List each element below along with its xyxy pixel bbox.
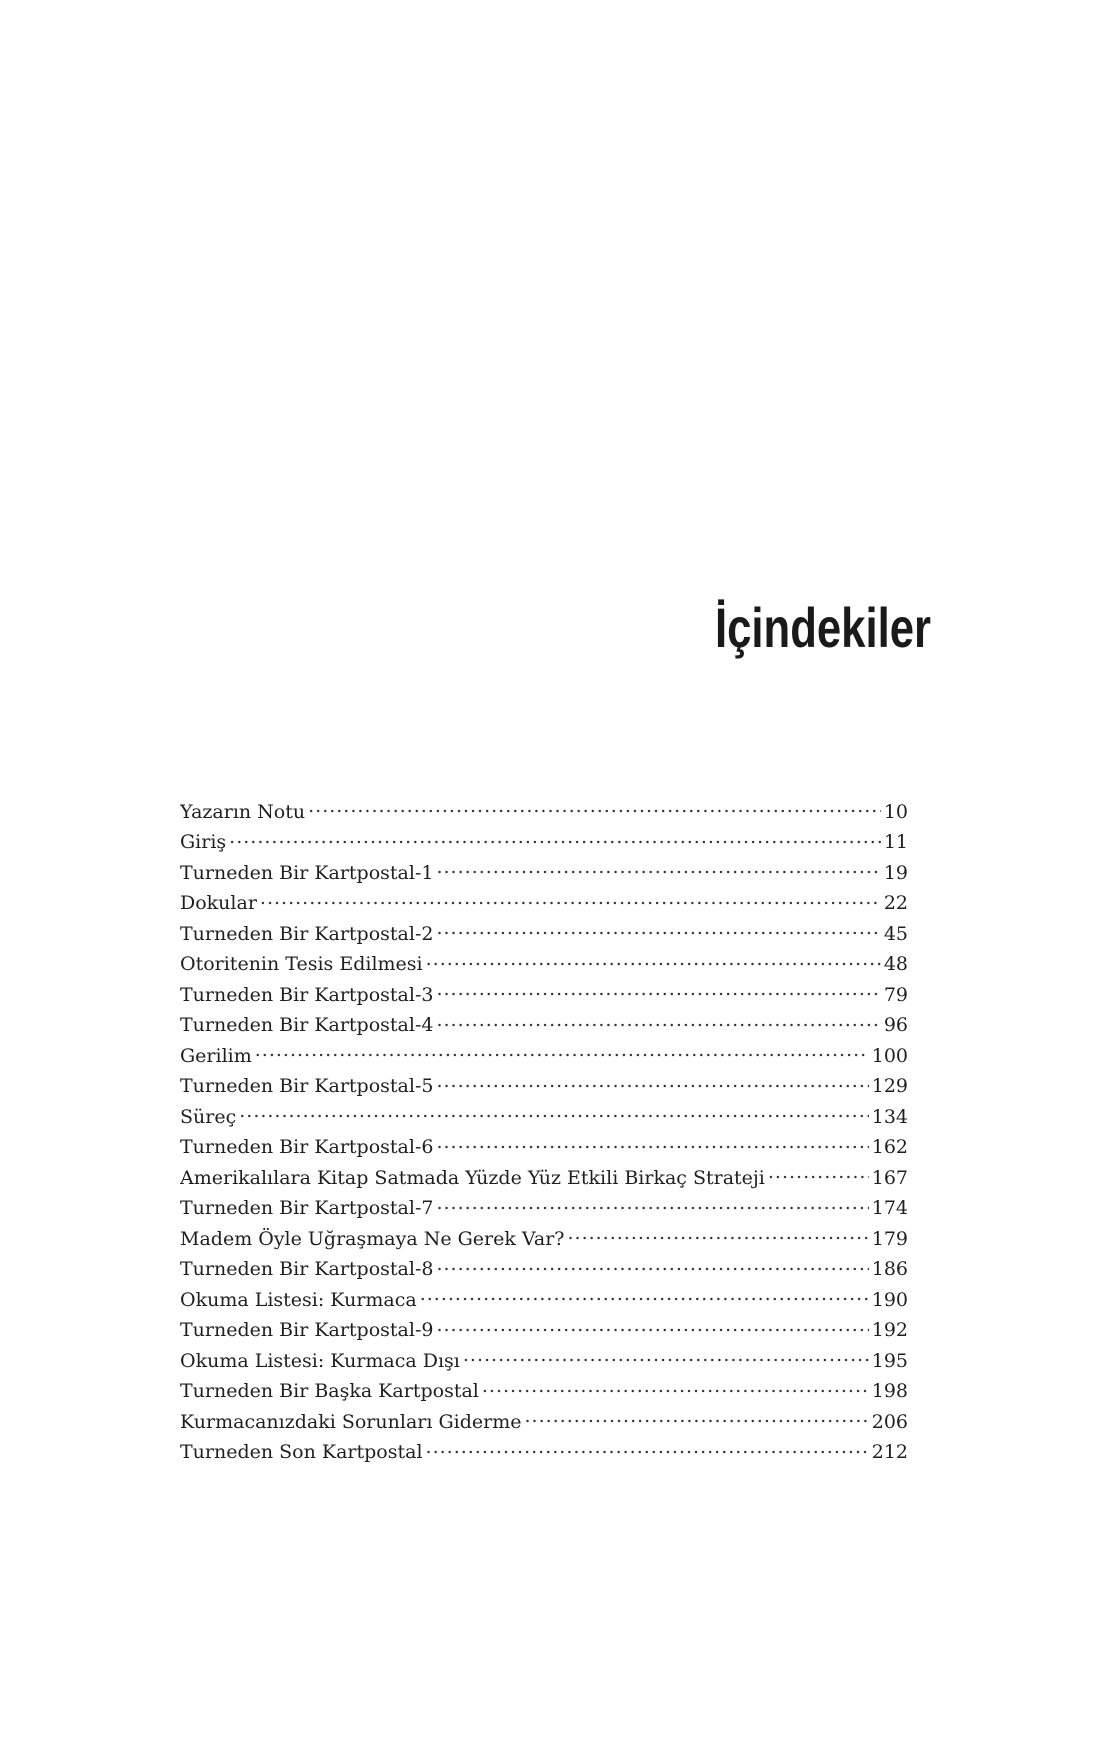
toc-entry-title: Turneden Bir Kartpostal-4	[180, 1014, 434, 1037]
toc-entry-page-number: 134	[871, 1105, 908, 1128]
toc-entry-page-number: 100	[871, 1044, 908, 1067]
toc-entry-title: Madem Öyle Uğraşmaya Ne Gerek Var?	[180, 1227, 565, 1250]
toc-entry-title: Otoritenin Tesis Edilmesi	[180, 953, 423, 976]
toc-entry-title: Turneden Bir Kartpostal-1	[180, 861, 434, 884]
toc-entry-title: Turneden Bir Kartpostal-8	[180, 1258, 434, 1281]
toc-entry-page-number: 11	[883, 831, 908, 854]
dot-leader	[436, 1131, 868, 1154]
toc-entry-page-number: 174	[871, 1197, 908, 1220]
toc-entry	[180, 1344, 908, 1375]
toc-entry-title: Kurmacanızdaki Sorunları Giderme	[180, 1410, 522, 1433]
toc-entry-page-number: 48	[883, 953, 908, 976]
toc-entry-page-number: 96	[883, 1014, 908, 1037]
toc-entry-page-number: 167	[871, 1166, 908, 1189]
toc-entry	[180, 856, 908, 887]
toc-entry-title: Yazarın Notu	[180, 800, 306, 823]
dot-leader	[463, 1344, 869, 1367]
toc-entry	[180, 1039, 908, 1070]
toc-entry	[180, 887, 908, 918]
toc-entry-page-number: 179	[871, 1227, 908, 1250]
toc-entry-title: Turneden Bir Kartpostal-9	[180, 1319, 434, 1342]
toc-entry-title: Turneden Bir Başka Kartpostal	[180, 1380, 479, 1403]
dot-leader	[229, 826, 881, 849]
dot-leader	[436, 856, 880, 879]
table-of-contents	[180, 795, 908, 1466]
dot-leader	[420, 1283, 869, 1306]
toc-entry-page-number: 198	[871, 1380, 908, 1403]
dot-leader	[308, 795, 881, 818]
toc-entry-page-number: 206	[871, 1410, 908, 1433]
dot-leader	[436, 1253, 868, 1276]
dot-leader	[239, 1100, 869, 1123]
dot-leader	[436, 917, 880, 940]
toc-entry-page-number: 162	[871, 1136, 908, 1159]
dot-leader	[260, 887, 881, 910]
toc-entry-page-number: 79	[883, 983, 908, 1006]
toc-entry-page-number: 212	[871, 1441, 908, 1464]
dot-leader	[482, 1375, 869, 1398]
toc-entry-page-number: 129	[871, 1075, 908, 1098]
toc-entry	[180, 1283, 908, 1314]
dot-leader	[436, 1009, 880, 1032]
toc-entry	[180, 1131, 908, 1162]
toc-entry	[180, 1192, 908, 1223]
toc-entry-page-number: 22	[883, 892, 908, 915]
dot-leader	[436, 1070, 868, 1093]
dot-leader	[255, 1039, 869, 1062]
page-title: İçindekiler	[714, 596, 931, 659]
toc-entry	[180, 1161, 908, 1192]
toc-entry-page-number: 192	[871, 1319, 908, 1342]
toc-entry	[180, 826, 908, 857]
toc-entry-page-number: 10	[883, 800, 908, 823]
dot-leader	[768, 1161, 869, 1184]
toc-entry-title: Turneden Bir Kartpostal-3	[180, 983, 434, 1006]
dot-leader	[436, 1192, 868, 1215]
toc-entry	[180, 1436, 908, 1467]
toc-entry	[180, 978, 908, 1009]
toc-entry-title: Amerikalılara Kitap Satmada Yüzde Yüz Etkili Birkaç Strateji	[180, 1166, 765, 1189]
toc-entry-title: Turneden Bir Kartpostal-6	[180, 1136, 434, 1159]
dot-leader	[524, 1405, 868, 1428]
dot-leader	[567, 1222, 868, 1245]
dot-leader	[426, 1436, 869, 1459]
toc-entry	[180, 917, 908, 948]
dot-leader	[426, 948, 881, 971]
toc-entry-title: Turneden Bir Kartpostal-5	[180, 1075, 434, 1098]
toc-entry	[180, 1314, 908, 1345]
toc-entry-title: Gerilim	[180, 1044, 252, 1067]
toc-entry	[180, 1375, 908, 1406]
toc-entry-page-number: 190	[871, 1288, 908, 1311]
toc-entry-title: Giriş	[180, 831, 227, 854]
toc-entry	[180, 1405, 908, 1436]
dot-leader	[436, 1314, 868, 1337]
toc-entry-title: Dokular	[180, 892, 257, 915]
toc-entry-title: Süreç	[180, 1105, 237, 1128]
toc-entry-title: Turneden Bir Kartpostal-2	[180, 922, 434, 945]
toc-entry-title: Okuma Listesi: Kurmaca	[180, 1288, 417, 1311]
toc-entry-title: Turneden Son Kartpostal	[180, 1441, 423, 1464]
toc-entry	[180, 1009, 908, 1040]
toc-entry-page-number: 19	[883, 861, 908, 884]
toc-entry	[180, 795, 908, 826]
toc-entry-page-number: 195	[871, 1349, 908, 1372]
toc-entry	[180, 1253, 908, 1284]
toc-entry-page-number: 45	[883, 922, 908, 945]
toc-entry-page-number: 186	[871, 1258, 908, 1281]
toc-entry	[180, 1222, 908, 1253]
dot-leader	[436, 978, 880, 1001]
toc-entry-title: Okuma Listesi: Kurmaca Dışı	[180, 1349, 460, 1372]
toc-entry	[180, 1100, 908, 1131]
toc-entry	[180, 1070, 908, 1101]
toc-entry	[180, 948, 908, 979]
toc-entry-title: Turneden Bir Kartpostal-7	[180, 1197, 434, 1220]
